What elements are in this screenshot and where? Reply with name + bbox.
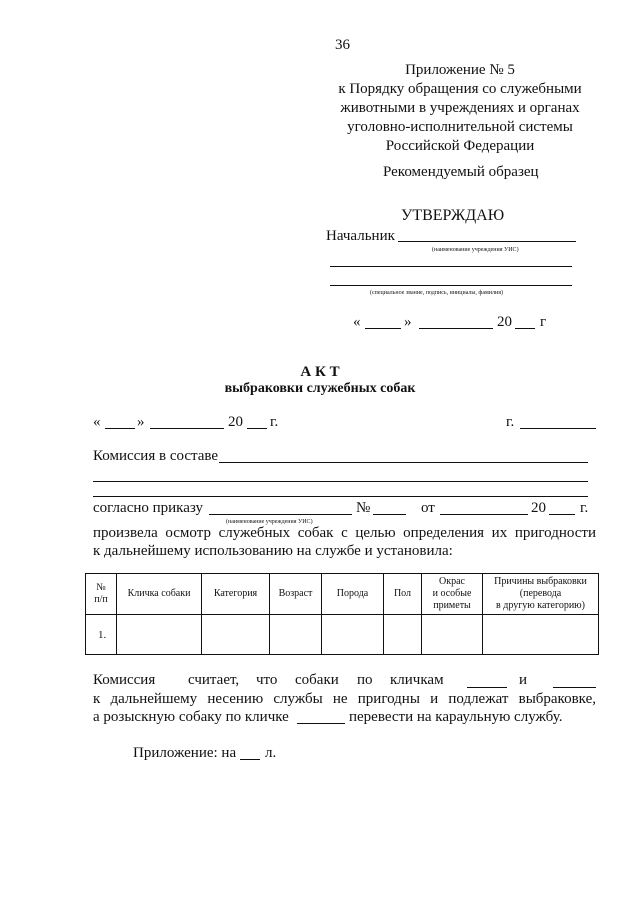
act-month-line[interactable] — [150, 428, 224, 429]
order-number-line[interactable] — [373, 514, 406, 515]
approve-year-prefix: 20 — [497, 314, 512, 330]
order-year-suffix: г. — [580, 500, 589, 516]
act-year-prefix: 20 — [228, 414, 243, 430]
approve-title: УТВЕРЖДАЮ — [401, 207, 505, 224]
conclusion-word: кличкам — [390, 672, 444, 688]
conclusion-word: Комиссия — [93, 672, 156, 688]
column-header: Порода — [322, 574, 384, 615]
chief-name-line[interactable] — [330, 266, 572, 267]
order-no-label: № — [356, 500, 371, 516]
column-header: Возраст — [270, 574, 322, 615]
dog-names-line-2[interactable] — [553, 687, 596, 688]
intro-line: произвела осмотр служебных собак с целью определения их пригодности — [93, 525, 596, 541]
conclusion-word: собаки — [295, 672, 339, 688]
conclusion-word: что — [256, 672, 278, 688]
appendix-line: Российской Федерации — [385, 138, 535, 154]
approve-year-suffix: г — [540, 314, 547, 330]
act-date-close: » — [137, 414, 145, 430]
appendix-line: животными в учреждениях и органах — [340, 100, 580, 116]
column-header: Пол — [384, 574, 422, 615]
table-cell: 1. — [86, 615, 117, 655]
dog-names-line-1[interactable] — [467, 687, 507, 688]
appendix-line: уголовно-исполнительной системы — [347, 119, 573, 135]
attachment-suffix: л. — [265, 745, 277, 761]
chief-institution-line[interactable] — [398, 241, 576, 242]
commission-line-3[interactable] — [93, 496, 588, 497]
conclusion-line-3b: перевести на караульную службу. — [349, 709, 563, 725]
act-year-line[interactable] — [247, 428, 267, 429]
order-from-label: от — [421, 500, 435, 516]
signature-hint: (специальное звание, подпись, инициалы, фамилия) — [370, 290, 503, 296]
table-header-row — [86, 574, 599, 615]
table-cell[interactable] — [422, 615, 483, 655]
act-subtitle: выбраковки служебных собак — [224, 381, 416, 396]
order-year-line[interactable] — [549, 514, 575, 515]
table-cell[interactable] — [202, 615, 270, 655]
page-number: 36 — [335, 37, 350, 53]
column-header: Окрас и особые приметы — [422, 574, 483, 615]
dogs-table — [85, 573, 599, 655]
order-institution-line[interactable] — [209, 514, 352, 515]
table-cell[interactable] — [270, 615, 322, 655]
conclusion-line-2: к дальнейшему несению службы не пригодны и подлежат выбраковке, — [93, 691, 596, 707]
order-institution-hint: (наименование учреждения УИС) — [226, 519, 313, 525]
table-cell[interactable] — [117, 615, 202, 655]
attachment-pages-line[interactable] — [240, 759, 260, 760]
approve-date-close: » — [404, 314, 412, 330]
commission-line-2[interactable] — [93, 481, 588, 482]
recommended-sample-label: Рекомендуемый образец — [383, 164, 539, 180]
order-year-prefix: 20 — [531, 500, 546, 516]
order-date-line[interactable] — [440, 514, 528, 515]
table-cell[interactable] — [384, 615, 422, 655]
column-header: Причины выбраковки (перевода в другую категорию) — [483, 574, 599, 615]
column-header: Категория — [202, 574, 270, 615]
commission-label: Комиссия в составе — [93, 448, 219, 464]
intro-line: к дальнейшему использованию на службе и установила: — [93, 543, 453, 559]
commission-line-1[interactable] — [219, 462, 588, 463]
chief-label: Начальник — [326, 228, 395, 244]
search-dog-name-line[interactable] — [297, 723, 345, 724]
conclusion-line-3a: а розыскную собаку по кличке — [93, 709, 289, 725]
table-row — [86, 615, 599, 655]
approve-date-open: « — [353, 314, 361, 330]
act-day-line[interactable] — [105, 428, 135, 429]
approve-month-line[interactable] — [419, 328, 493, 329]
chief-signature-line[interactable] — [330, 285, 572, 286]
conclusion-word: считает, — [188, 672, 240, 688]
table-cell[interactable] — [322, 615, 384, 655]
city-line[interactable] — [520, 428, 596, 429]
conclusion-and: и — [519, 672, 528, 688]
act-title: А К Т — [300, 364, 340, 380]
conclusion-word: по — [357, 672, 373, 688]
approve-day-line[interactable] — [365, 328, 401, 329]
column-header: № п/п — [86, 574, 117, 615]
table-cell[interactable] — [483, 615, 599, 655]
appendix-title: Приложение № 5 — [405, 62, 515, 78]
act-date-open: « — [93, 414, 101, 430]
act-year-suffix: г. — [270, 414, 279, 430]
attachment-label: Приложение: на — [133, 745, 237, 761]
city-label: г. — [506, 414, 515, 430]
appendix-line: к Порядку обращения со служебными — [338, 81, 582, 97]
order-label: согласно приказу — [93, 500, 204, 516]
approve-year-line[interactable] — [515, 328, 535, 329]
column-header: Кличка собаки — [117, 574, 202, 615]
chief-institution-hint: (наименование учреждения УИС) — [432, 247, 519, 253]
